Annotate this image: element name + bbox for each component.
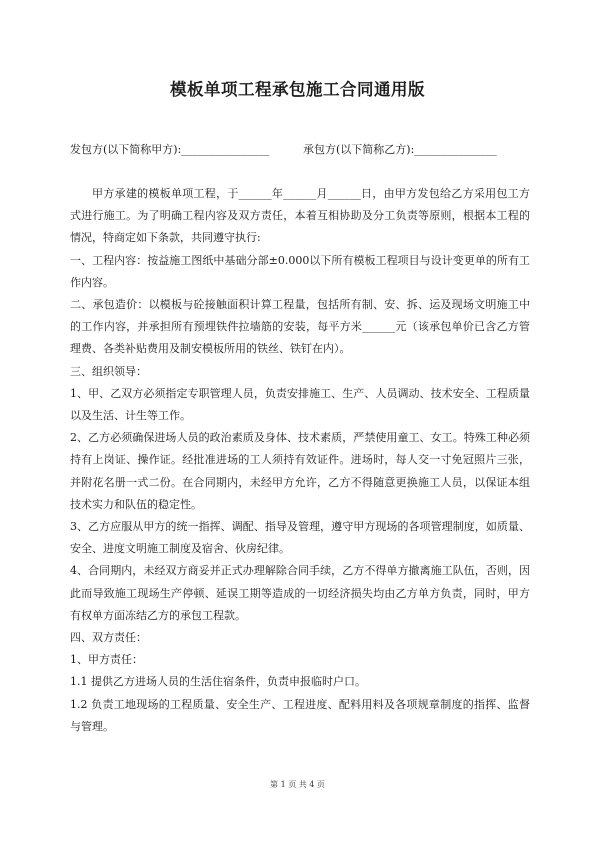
parties-line [70, 141, 530, 161]
clause-1-2: 1.2 负责工地现场的工程质量、安全生产、工程进度、配料用料及各项规章制度的指挥、监督与管理。 [70, 697, 530, 733]
clause-3-4: 4、合同期内，未经双方商妥并正式办理解除合同手续，乙方不得单方撤离施工队伍，否则，因此而导致施工现场生产停顿、延误工期等造成的一切经济损失均由乙方单方负责，同时，甲方有权单方面冻结乙方的承包工程款。 [70, 564, 530, 622]
intro-paragraph: 甲方承建的模板单项工程，于______年______月______日，由甲方发包给乙方采用包工方式进行施工。为了明确工程内容及双方责任，本着互相协助及分工负责等原则，根据本工程的情况，特商定如下条款，共同遵守执行: [70, 187, 530, 245]
subsection-party-a-responsibilities: 1、甲方责任： [70, 653, 143, 667]
clause-3-3: 3、乙方应服从甲方的统一指挥、调配、指导及管理，遵守甲方现场的各项管理制度，如质量、安全、进度文明施工制度及宿舍、伙房纪律。 [70, 520, 530, 556]
clause-3-2: 2、乙方必须确保进场人员的政治素质及身体、技术素质，严禁使用童工、女工。特殊工种必须持有上岗证、操作证。经批准进场的工人须持有效证件。进场时，每人交一寸免冠照片三张，并附花名册一式二份。在合同期内，未经甲方允许，乙方不得随意更换施工人员，以保证本组技术实力和队伍的稳定性。 [70, 431, 530, 511]
clause-1-1: 1.1 提供乙方进场人员的生活住宿条件，负责申报临时户口。 [70, 675, 366, 689]
page-footer: 第 1 页 共 4 页 [270, 780, 325, 789]
contract-body [70, 183, 530, 738]
party-a-field: 发包方(以下简称甲方):________________ [70, 143, 270, 156]
clause-3-1: 1、甲、乙双方必须指定专职管理人员，负责安排施工、生产、人员调动、技术安全、工程质量以及生活、计生等工作。 [70, 386, 530, 423]
section-heading-organization: 三、组织领导： [70, 364, 147, 378]
clause-work-content: 一、工程内容：按益施工图纸中基础分部±0.000以下所有模板工程项目与设计变更单的所有工作内容。 [70, 253, 530, 289]
clause-contract-price: 二、承包造价：以模板与砼接触面积计算工程量，包括所有制、安、拆、运及现场文明施工中的工作内容，并承担所有预埋铁件拉墙筋的安装，每平方米______元（该承包单价已含乙方管理费、各类补贴费用及制安模板所用的铁丝、铁钉在内）。 [70, 298, 530, 356]
document-title: 模板单项工程承包施工合同通用版 [170, 80, 425, 99]
section-heading-responsibilities: 四、双方责任： [70, 631, 147, 645]
party-b-field: 承包方(以下简称乙方):_______________ [303, 143, 497, 156]
